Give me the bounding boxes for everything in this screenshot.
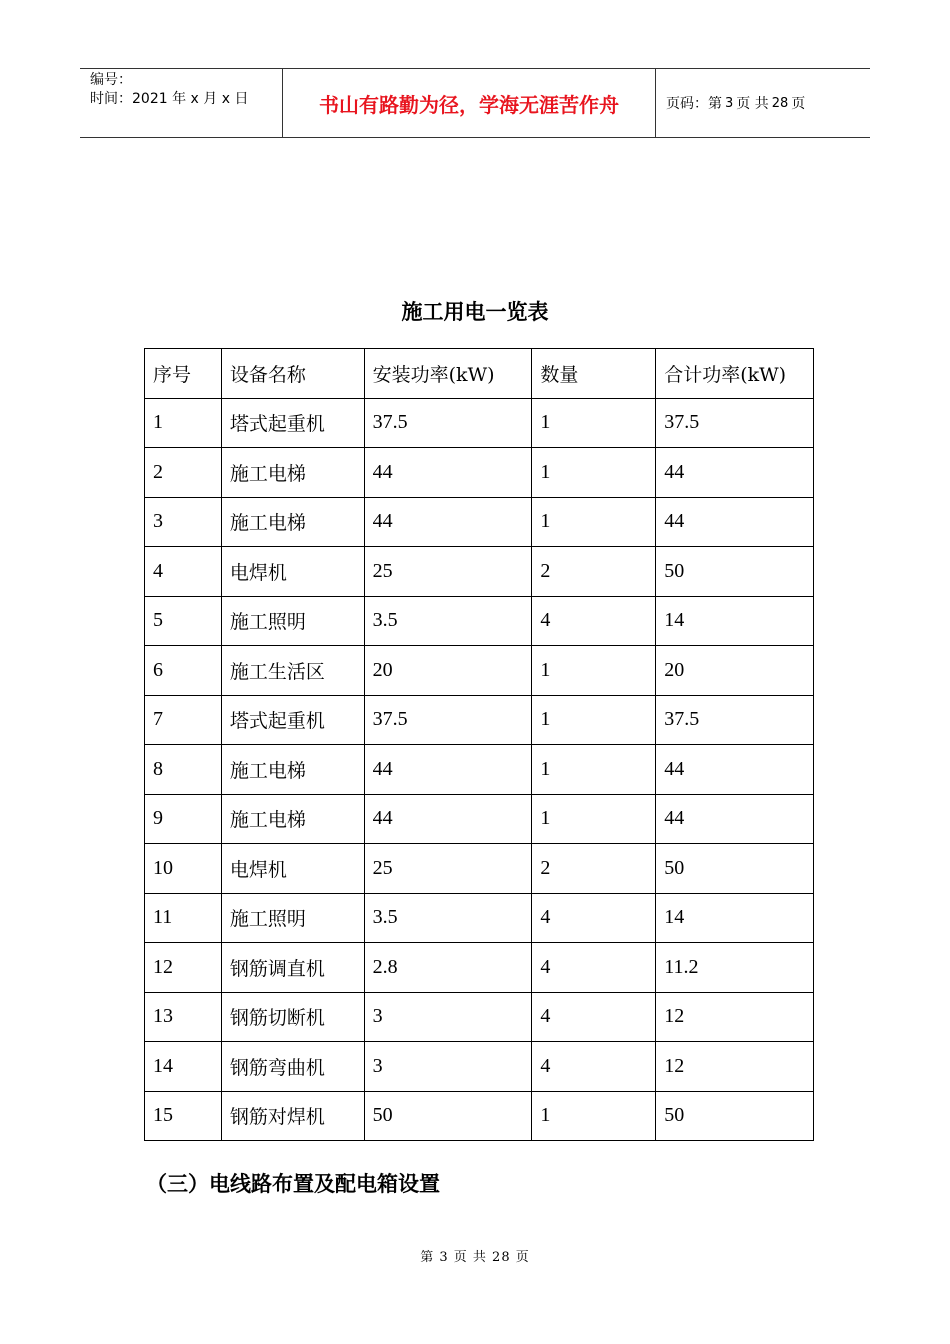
table-cell: 1 bbox=[532, 646, 656, 696]
time-label: 时间：2021 年 x 月 x 日 bbox=[90, 91, 249, 107]
table-cell: 20 bbox=[364, 646, 532, 696]
header-meta bbox=[80, 69, 282, 137]
table-cell: 44 bbox=[364, 794, 532, 844]
table-cell: 44 bbox=[656, 497, 814, 547]
table-row bbox=[145, 547, 814, 597]
power-usage-table bbox=[144, 348, 814, 1141]
table-cell: 37.5 bbox=[656, 398, 814, 448]
table-cell: 钢筋调直机 bbox=[221, 943, 364, 993]
table-cell: 20 bbox=[656, 646, 814, 696]
table-cell: 5 bbox=[145, 596, 222, 646]
table-cell: 44 bbox=[364, 497, 532, 547]
table-cell: 44 bbox=[656, 794, 814, 844]
table-cell: 44 bbox=[364, 745, 532, 795]
table-cell: 3 bbox=[145, 497, 222, 547]
table-cell: 施工生活区 bbox=[221, 646, 364, 696]
header-page-info bbox=[656, 69, 870, 137]
table-cell: 钢筋对焊机 bbox=[221, 1091, 364, 1141]
column-header: 安装功率(kW) bbox=[364, 349, 532, 399]
table-row bbox=[145, 1042, 814, 1092]
table-header-row bbox=[145, 349, 814, 399]
table-cell: 施工电梯 bbox=[221, 497, 364, 547]
table-row bbox=[145, 745, 814, 795]
table-cell: 塔式起重机 bbox=[221, 695, 364, 745]
table-row bbox=[145, 497, 814, 547]
table-cell: 44 bbox=[656, 745, 814, 795]
page-total: 28 bbox=[771, 95, 789, 111]
table-cell: 钢筋切断机 bbox=[221, 992, 364, 1042]
table-row bbox=[145, 992, 814, 1042]
table-row bbox=[145, 646, 814, 696]
table-cell: 9 bbox=[145, 794, 222, 844]
table-row bbox=[145, 844, 814, 894]
table-cell: 25 bbox=[364, 547, 532, 597]
table-cell: 50 bbox=[656, 844, 814, 894]
table-cell: 14 bbox=[656, 596, 814, 646]
table-cell: 4 bbox=[532, 992, 656, 1042]
table-cell: 4 bbox=[532, 943, 656, 993]
table-row bbox=[145, 398, 814, 448]
table-cell: 14 bbox=[656, 893, 814, 943]
page-header bbox=[80, 68, 870, 138]
table-cell: 4 bbox=[532, 596, 656, 646]
table-cell: 1 bbox=[532, 745, 656, 795]
column-header: 设备名称 bbox=[221, 349, 364, 399]
table-cell: 钢筋弯曲机 bbox=[221, 1042, 364, 1092]
table-cell: 施工电梯 bbox=[221, 448, 364, 498]
table-cell: 1 bbox=[532, 695, 656, 745]
table-cell: 3.5 bbox=[364, 893, 532, 943]
table-row bbox=[145, 893, 814, 943]
table-cell: 44 bbox=[656, 448, 814, 498]
table-cell: 电焊机 bbox=[221, 844, 364, 894]
table-cell: 37.5 bbox=[364, 695, 532, 745]
table-cell: 1 bbox=[532, 794, 656, 844]
column-header: 合计功率(kW) bbox=[656, 349, 814, 399]
table-cell: 2 bbox=[532, 844, 656, 894]
page-footer: 第 3 页 共 28 页 bbox=[420, 1250, 530, 1265]
page-mid: 页 共 bbox=[736, 96, 769, 112]
table-cell: 11.2 bbox=[656, 943, 814, 993]
table-row bbox=[145, 794, 814, 844]
table-cell: 10 bbox=[145, 844, 222, 894]
table-row bbox=[145, 596, 814, 646]
number-label: 编号： bbox=[90, 72, 132, 88]
table-body bbox=[145, 398, 814, 1141]
table-cell: 1 bbox=[532, 398, 656, 448]
table-cell: 4 bbox=[532, 893, 656, 943]
table-cell: 2.8 bbox=[364, 943, 532, 993]
table-cell: 施工照明 bbox=[221, 893, 364, 943]
table-cell: 44 bbox=[364, 448, 532, 498]
page-suffix: 页 bbox=[791, 96, 806, 112]
table-cell: 2 bbox=[532, 547, 656, 597]
table-cell: 7 bbox=[145, 695, 222, 745]
table-cell: 50 bbox=[656, 547, 814, 597]
table-cell: 1 bbox=[532, 497, 656, 547]
table-cell: 14 bbox=[145, 1042, 222, 1092]
table-cell: 15 bbox=[145, 1091, 222, 1141]
table-cell: 8 bbox=[145, 745, 222, 795]
table-cell: 2 bbox=[145, 448, 222, 498]
table-cell: 3.5 bbox=[364, 596, 532, 646]
page-prefix: 页码：第 bbox=[666, 96, 722, 112]
table-title: 施工用电一览表 bbox=[401, 299, 549, 324]
table-cell: 12 bbox=[145, 943, 222, 993]
table-cell: 1 bbox=[145, 398, 222, 448]
header-motto: 书山有路勤为径，学海无涯苦作舟 bbox=[282, 69, 656, 137]
table-cell: 3 bbox=[364, 1042, 532, 1092]
table-row bbox=[145, 695, 814, 745]
table-cell: 4 bbox=[532, 1042, 656, 1092]
table-cell: 施工照明 bbox=[221, 596, 364, 646]
table-cell: 6 bbox=[145, 646, 222, 696]
table-row bbox=[145, 448, 814, 498]
column-header: 序号 bbox=[145, 349, 222, 399]
table-cell: 50 bbox=[364, 1091, 532, 1141]
table-cell: 12 bbox=[656, 1042, 814, 1092]
table-cell: 11 bbox=[145, 893, 222, 943]
section-heading: （三）电线路布置及配电箱设置 bbox=[146, 1171, 440, 1196]
table-cell: 施工电梯 bbox=[221, 745, 364, 795]
table-row bbox=[145, 1091, 814, 1141]
page-current: 3 bbox=[725, 95, 734, 111]
table-cell: 4 bbox=[145, 547, 222, 597]
table-cell: 电焊机 bbox=[221, 547, 364, 597]
table-cell: 37.5 bbox=[656, 695, 814, 745]
table-cell: 37.5 bbox=[364, 398, 532, 448]
table-cell: 1 bbox=[532, 1091, 656, 1141]
table-cell: 施工电梯 bbox=[221, 794, 364, 844]
table-row bbox=[145, 943, 814, 993]
table-cell: 1 bbox=[532, 448, 656, 498]
table-cell: 塔式起重机 bbox=[221, 398, 364, 448]
column-header: 数量 bbox=[532, 349, 656, 399]
table-cell: 12 bbox=[656, 992, 814, 1042]
table-cell: 3 bbox=[364, 992, 532, 1042]
table-cell: 25 bbox=[364, 844, 532, 894]
table-cell: 50 bbox=[656, 1091, 814, 1141]
table-cell: 13 bbox=[145, 992, 222, 1042]
